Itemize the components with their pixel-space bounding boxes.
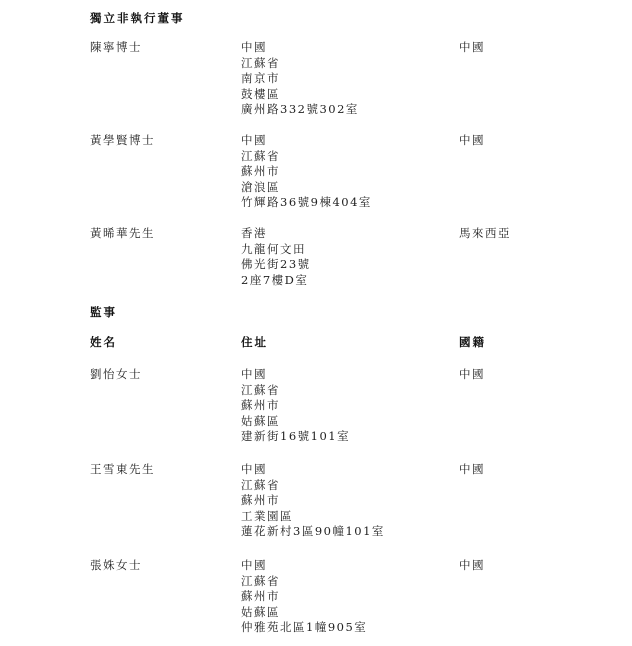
address-line: 中國 (241, 462, 267, 476)
address-block (241, 558, 367, 636)
address-line: 工業園區 (241, 508, 293, 523)
nationality: 中國 (459, 367, 485, 381)
address-line: 建新街16號101室 (241, 429, 351, 443)
address-line: 南京市 (241, 71, 280, 85)
address-block (241, 40, 359, 118)
address-block (241, 226, 311, 288)
section-heading-supervisors: 監事 (90, 305, 117, 319)
column-header-name: 姓名 (90, 335, 117, 349)
section-heading-independent-directors: 獨立非執行董事 (90, 11, 185, 25)
address-block (241, 367, 350, 445)
address-line: 中國 (241, 367, 267, 381)
address-line: 竹輝路36號9棟404室 (241, 195, 372, 209)
address-line: 蘇州市 (241, 164, 280, 178)
address-line: 蓮花新村3區90幢101室 (241, 524, 385, 538)
column-header-nationality: 國籍 (459, 335, 486, 349)
person-name: 黃晞華先生 (90, 226, 155, 240)
person-name: 張姝女士 (90, 558, 142, 572)
nationality: 中國 (459, 40, 485, 54)
address-line: 姑蘇區 (241, 413, 280, 428)
address-line: 江蘇省 (241, 55, 280, 70)
address-line: 鼓樓區 (241, 86, 280, 101)
person-name: 黃學賢博士 (90, 133, 155, 147)
nationality: 中國 (459, 462, 485, 476)
address-block (241, 133, 372, 211)
nationality: 馬來西亞 (459, 226, 511, 240)
person-name: 劉怡女士 (90, 367, 142, 381)
address-line: 佛光街23號 (241, 257, 311, 271)
address-line: 江蘇省 (241, 477, 280, 492)
address-line: 滄浪區 (241, 179, 280, 194)
address-line: 江蘇省 (241, 148, 280, 163)
address-line: 2座7樓D室 (241, 272, 309, 287)
address-line: 蘇州市 (241, 589, 280, 603)
nationality: 中國 (459, 558, 485, 572)
address-line: 中國 (241, 133, 267, 147)
nationality: 中國 (459, 133, 485, 147)
address-line: 蘇州市 (241, 493, 280, 507)
address-line: 廣州路332號302室 (241, 102, 359, 116)
address-line: 江蘇省 (241, 382, 280, 397)
address-line: 仲雅苑北區1幢905室 (241, 620, 368, 634)
address-line: 江蘇省 (241, 573, 280, 588)
address-line: 中國 (241, 558, 267, 572)
person-name: 王雪東先生 (90, 462, 155, 476)
address-line: 中國 (241, 40, 267, 54)
address-line: 蘇州市 (241, 398, 280, 412)
address-line: 香港 (241, 226, 267, 240)
column-header-address: 住址 (241, 335, 268, 349)
address-line: 姑蘇區 (241, 604, 280, 619)
address-block (241, 462, 385, 540)
person-name: 陳寧博士 (90, 40, 142, 54)
address-line: 九龍何文田 (241, 241, 306, 256)
